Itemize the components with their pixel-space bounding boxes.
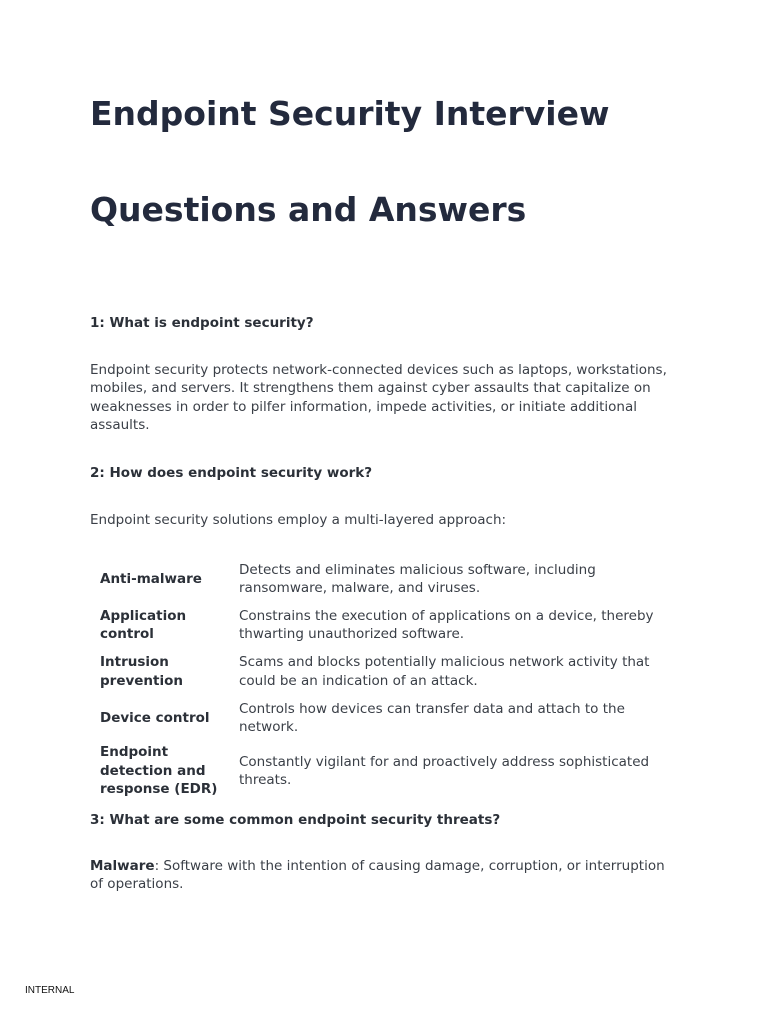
- footer-classification-label: INTERNAL: [25, 985, 75, 996]
- table-row: [90, 648, 670, 695]
- table-row: [90, 695, 670, 741]
- feature-name: Anti-malware: [100, 570, 202, 587]
- feature-desc: Controls how devices can transfer data and attach to the network.: [239, 700, 625, 735]
- question-3-answer: [90, 857, 680, 894]
- question-2-answer: Endpoint security solutions employ a multi-layered approach:: [90, 512, 507, 528]
- question-2-heading: 2: How does endpoint security work?: [90, 465, 373, 481]
- feature-name: Endpoint detection and response (EDR): [100, 744, 218, 798]
- table-row: [90, 602, 670, 648]
- table-row: [90, 556, 670, 602]
- question-3-answer-text: : Software with the intention of causing damage, corruption, or interruption of operations.: [90, 858, 665, 893]
- question-1-heading: 1: What is endpoint security?: [90, 315, 314, 331]
- title-line-1: Endpoint Security Interview: [90, 94, 610, 133]
- feature-desc: Detects and eliminates malicious software, including ransomware, malware, and viruses.: [239, 561, 596, 596]
- feature-name: Device control: [100, 709, 210, 726]
- question-1-answer: Endpoint security protects network-connected devices such as laptops, workstations, mobiles, and servers. It strengthens them against cyber assaults that capitalize on weaknesses in order to pilfer information, impede activities, or initiate additional assaults.: [90, 362, 667, 434]
- table-row: [90, 741, 670, 801]
- feature-desc: Scams and blocks potentially malicious network activity that could be an indication of an attack.: [239, 654, 650, 689]
- features-table: [90, 556, 670, 801]
- term-malware: Malware: [90, 858, 155, 874]
- question-3-heading: 3: What are some common endpoint security threats?: [90, 812, 501, 828]
- feature-desc: Constantly vigilant for and proactively address sophisticated threats.: [239, 753, 650, 788]
- feature-name: Application control: [100, 607, 187, 642]
- title-line-2: Questions and Answers: [90, 190, 527, 229]
- feature-name: Intrusion prevention: [100, 654, 184, 689]
- feature-desc: Constrains the execution of applications on a device, thereby thwarting unauthorized software.: [239, 607, 654, 642]
- page-title: [90, 90, 710, 234]
